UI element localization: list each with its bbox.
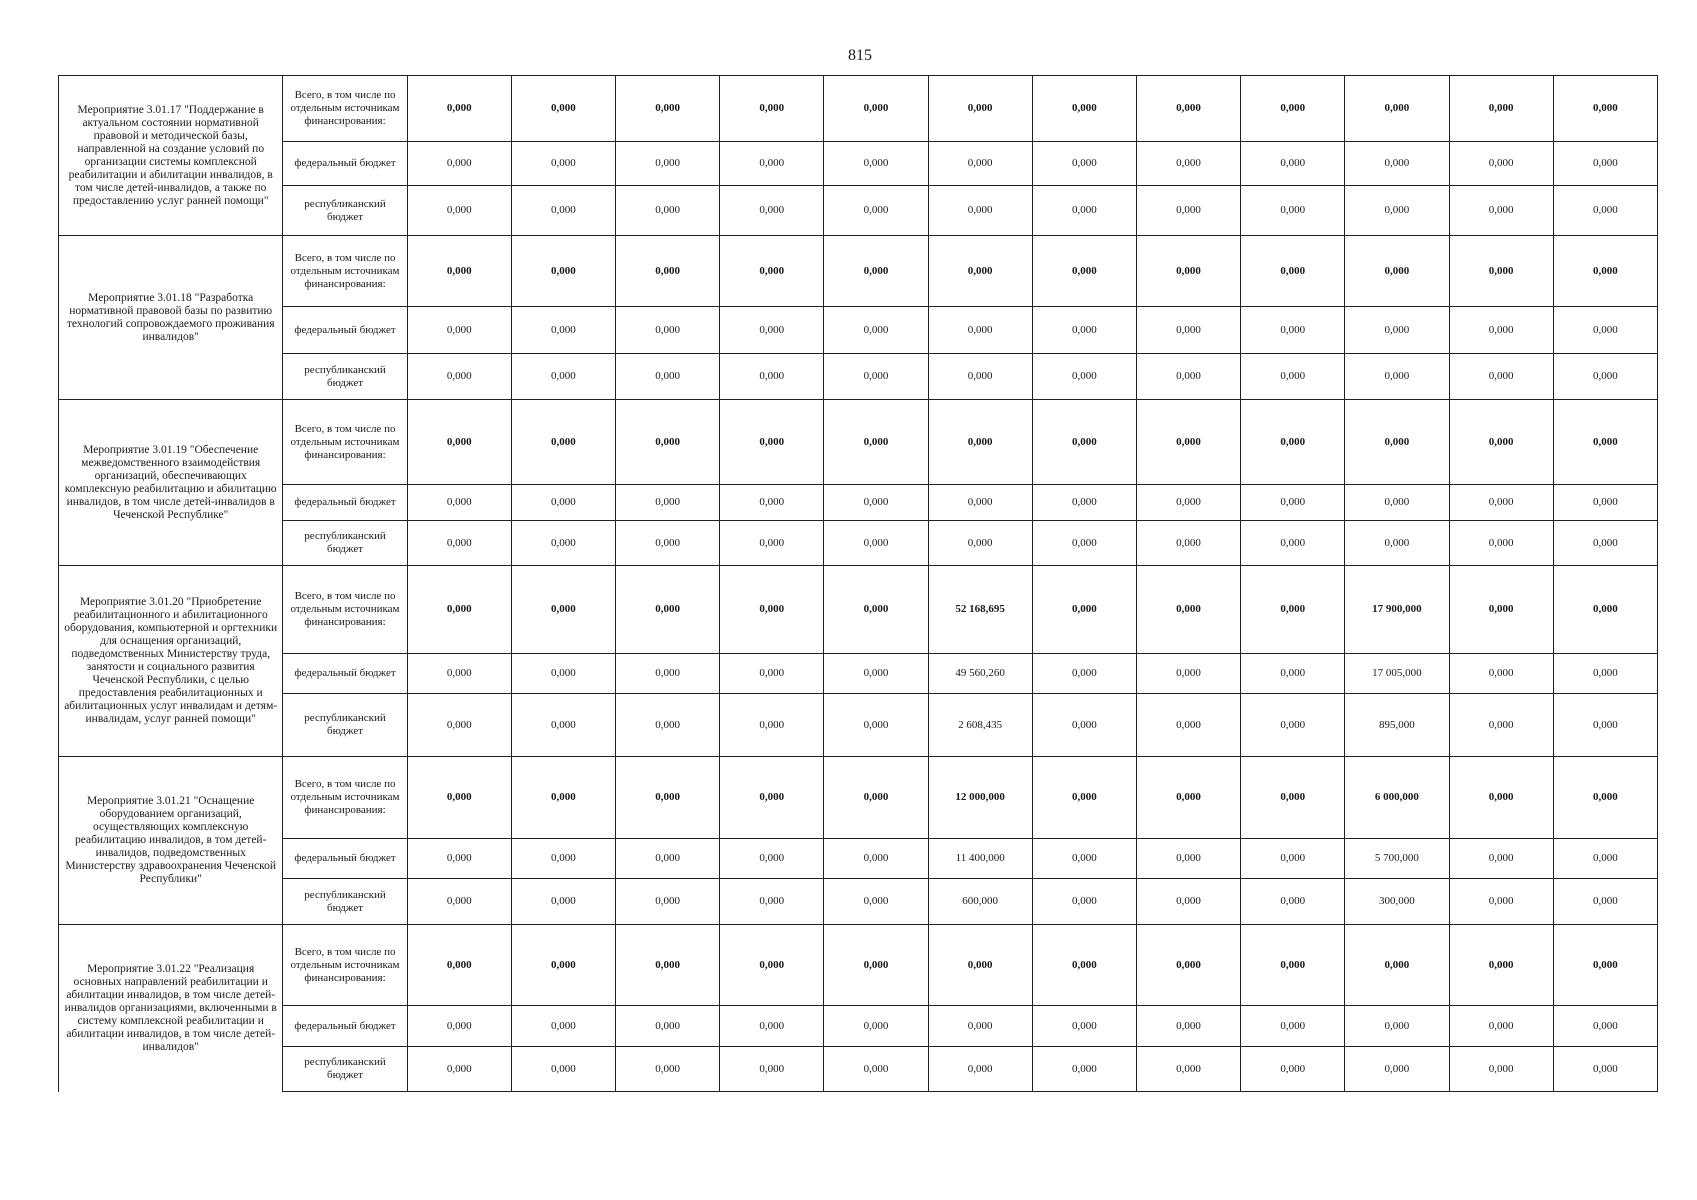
amount-cell: 12 000,000 [928, 757, 1032, 839]
amount-cell: 0,000 [1449, 694, 1553, 757]
amount-cell: 0,000 [720, 757, 824, 839]
table-row [59, 654, 1658, 694]
amount-cell: 0,000 [511, 307, 615, 354]
amount-cell: 0,000 [1032, 307, 1136, 354]
amount-cell: 6 000,000 [1345, 757, 1449, 839]
amount-cell: 0,000 [1449, 654, 1553, 694]
amount-cell: 0,000 [1449, 142, 1553, 186]
amount-cell: 0,000 [1136, 521, 1240, 566]
amount-cell: 0,000 [1553, 76, 1657, 142]
amount-cell: 0,000 [1241, 925, 1345, 1006]
amount-cell: 0,000 [1345, 521, 1449, 566]
amount-cell: 0,000 [824, 400, 928, 485]
amount-cell: 0,000 [616, 521, 720, 566]
measure-title: Мероприятие 3.01.17 "Поддержание в актуальном состоянии нормативной правовой и методической базы, направленной на создание условий по организации системы комплексной реабилитации и абилитации инвалидов, в том числе детей-инвалидов, а также по предоставлению услуг ранней помощи" [59, 76, 283, 236]
amount-cell: 0,000 [1345, 76, 1449, 142]
amount-cell: 0,000 [928, 236, 1032, 307]
table-row [59, 757, 1658, 839]
amount-cell: 0,000 [928, 1047, 1032, 1092]
amount-cell: 0,000 [1032, 485, 1136, 521]
amount-cell: 0,000 [1136, 925, 1240, 1006]
amount-cell: 0,000 [824, 186, 928, 236]
amount-cell: 0,000 [1241, 400, 1345, 485]
amount-cell: 0,000 [407, 1047, 511, 1092]
amount-cell: 0,000 [1553, 400, 1657, 485]
amount-cell: 0,000 [616, 694, 720, 757]
amount-cell: 0,000 [1553, 485, 1657, 521]
amount-cell: 0,000 [1136, 354, 1240, 400]
amount-cell: 0,000 [1136, 186, 1240, 236]
amount-cell: 0,000 [1553, 186, 1657, 236]
amount-cell: 0,000 [1449, 76, 1553, 142]
funding-source-label: республиканский бюджет [283, 879, 407, 925]
amount-cell: 0,000 [511, 521, 615, 566]
amount-cell: 0,000 [616, 307, 720, 354]
measure-title: Мероприятие 3.01.19 "Обеспечение межведомственного взаимодействия организаций, обеспечивающих комплексную реабилитацию и абилитацию инвалидов, в том числе детей-инвалидов в Чеченской Республике" [59, 400, 283, 566]
amount-cell: 0,000 [1449, 307, 1553, 354]
amount-cell: 0,000 [1553, 566, 1657, 654]
amount-cell: 0,000 [1241, 757, 1345, 839]
amount-cell: 0,000 [1136, 757, 1240, 839]
amount-cell: 0,000 [1241, 654, 1345, 694]
table-row [59, 925, 1658, 1006]
amount-cell: 0,000 [928, 925, 1032, 1006]
amount-cell: 0,000 [824, 485, 928, 521]
amount-cell: 0,000 [928, 485, 1032, 521]
amount-cell: 0,000 [511, 354, 615, 400]
amount-cell: 0,000 [511, 400, 615, 485]
amount-cell: 0,000 [1032, 521, 1136, 566]
amount-cell: 0,000 [1136, 1047, 1240, 1092]
amount-cell: 0,000 [511, 485, 615, 521]
amount-cell: 0,000 [511, 694, 615, 757]
amount-cell: 0,000 [1345, 485, 1449, 521]
amount-cell: 0,000 [407, 485, 511, 521]
page-number: 815 [848, 47, 872, 64]
amount-cell: 0,000 [616, 566, 720, 654]
amount-cell: 0,000 [1345, 1006, 1449, 1047]
amount-cell: 0,000 [616, 186, 720, 236]
amount-cell: 0,000 [1032, 186, 1136, 236]
funding-source-label: республиканский бюджет [283, 521, 407, 566]
amount-cell: 0,000 [407, 236, 511, 307]
amount-cell: 0,000 [1241, 1006, 1345, 1047]
funding-source-label: Всего, в том числе по отдельным источникам финансирования: [283, 236, 407, 307]
amount-cell: 0,000 [511, 76, 615, 142]
amount-cell: 0,000 [1032, 354, 1136, 400]
amount-cell: 0,000 [616, 354, 720, 400]
amount-cell: 0,000 [1032, 142, 1136, 186]
funding-source-label: Всего, в том числе по отдельным источникам финансирования: [283, 76, 407, 142]
measure-title: Мероприятие 3.01.22 "Реализация основных направлений реабилитации и абилитации инвалидов, в том числе детей-инвалидов организациями, включенными в систему комплексной реабилитации и абилитации инвалидов, в том числе детей-инвалидов" [59, 925, 283, 1092]
amount-cell: 0,000 [407, 879, 511, 925]
amount-cell: 0,000 [511, 236, 615, 307]
funding-source-label: республиканский бюджет [283, 1047, 407, 1092]
amount-cell: 0,000 [1032, 757, 1136, 839]
amount-cell: 0,000 [1449, 236, 1553, 307]
amount-cell: 0,000 [1241, 307, 1345, 354]
amount-cell: 0,000 [928, 76, 1032, 142]
amount-cell: 0,000 [1136, 566, 1240, 654]
amount-cell: 0,000 [720, 566, 824, 654]
amount-cell: 0,000 [616, 1006, 720, 1047]
amount-cell: 0,000 [1345, 1047, 1449, 1092]
amount-cell: 0,000 [616, 839, 720, 879]
amount-cell: 0,000 [824, 839, 928, 879]
amount-cell: 0,000 [928, 142, 1032, 186]
amount-cell: 0,000 [616, 879, 720, 925]
amount-cell: 895,000 [1345, 694, 1449, 757]
amount-cell: 0,000 [1241, 186, 1345, 236]
amount-cell: 0,000 [1032, 879, 1136, 925]
amount-cell: 600,000 [928, 879, 1032, 925]
amount-cell: 0,000 [407, 925, 511, 1006]
amount-cell: 0,000 [824, 354, 928, 400]
amount-cell: 0,000 [1136, 307, 1240, 354]
amount-cell: 0,000 [720, 400, 824, 485]
amount-cell: 0,000 [928, 1006, 1032, 1047]
amount-cell: 0,000 [616, 925, 720, 1006]
amount-cell: 0,000 [720, 142, 824, 186]
amount-cell: 0,000 [1553, 879, 1657, 925]
amount-cell: 0,000 [824, 1006, 928, 1047]
amount-cell: 0,000 [928, 307, 1032, 354]
amount-cell: 0,000 [1032, 1006, 1136, 1047]
amount-cell: 0,000 [1032, 694, 1136, 757]
amount-cell: 0,000 [1241, 236, 1345, 307]
amount-cell: 0,000 [720, 236, 824, 307]
funding-source-label: федеральный бюджет [283, 142, 407, 186]
amount-cell: 0,000 [511, 879, 615, 925]
amount-cell: 0,000 [1032, 925, 1136, 1006]
amount-cell: 0,000 [1553, 142, 1657, 186]
amount-cell: 0,000 [824, 307, 928, 354]
amount-cell: 0,000 [720, 925, 824, 1006]
amount-cell: 0,000 [824, 925, 928, 1006]
amount-cell: 0,000 [720, 1047, 824, 1092]
funding-source-label: федеральный бюджет [283, 1006, 407, 1047]
table-row [59, 521, 1658, 566]
budget-table [58, 75, 1658, 1092]
amount-cell: 0,000 [1136, 485, 1240, 521]
amount-cell: 0,000 [1449, 879, 1553, 925]
funding-source-label: Всего, в том числе по отдельным источникам финансирования: [283, 400, 407, 485]
amount-cell: 0,000 [616, 400, 720, 485]
amount-cell: 0,000 [1449, 354, 1553, 400]
amount-cell: 0,000 [1345, 186, 1449, 236]
amount-cell: 0,000 [1345, 307, 1449, 354]
table-row [59, 694, 1658, 757]
amount-cell: 0,000 [407, 566, 511, 654]
amount-cell: 0,000 [1241, 1047, 1345, 1092]
amount-cell: 0,000 [616, 757, 720, 839]
amount-cell: 0,000 [1449, 485, 1553, 521]
table-row [59, 485, 1658, 521]
amount-cell: 0,000 [511, 839, 615, 879]
amount-cell: 0,000 [720, 485, 824, 521]
table-row [59, 76, 1658, 142]
amount-cell: 0,000 [1449, 521, 1553, 566]
amount-cell: 0,000 [1241, 839, 1345, 879]
amount-cell: 2 608,435 [928, 694, 1032, 757]
amount-cell: 0,000 [616, 485, 720, 521]
amount-cell: 0,000 [720, 1006, 824, 1047]
amount-cell: 0,000 [511, 186, 615, 236]
amount-cell: 0,000 [1241, 485, 1345, 521]
amount-cell: 0,000 [824, 521, 928, 566]
amount-cell: 0,000 [1345, 925, 1449, 1006]
amount-cell: 0,000 [1553, 757, 1657, 839]
amount-cell: 0,000 [616, 142, 720, 186]
table-row [59, 566, 1658, 654]
amount-cell: 0,000 [1553, 925, 1657, 1006]
amount-cell: 0,000 [1032, 76, 1136, 142]
amount-cell: 0,000 [928, 400, 1032, 485]
amount-cell: 0,000 [824, 654, 928, 694]
funding-source-label: республиканский бюджет [283, 186, 407, 236]
amount-cell: 0,000 [1241, 76, 1345, 142]
amount-cell: 0,000 [824, 142, 928, 186]
amount-cell: 0,000 [1449, 925, 1553, 1006]
amount-cell: 0,000 [824, 76, 928, 142]
table-row [59, 1047, 1658, 1092]
amount-cell: 0,000 [407, 654, 511, 694]
amount-cell: 0,000 [1136, 879, 1240, 925]
amount-cell: 0,000 [511, 1047, 615, 1092]
amount-cell: 0,000 [511, 566, 615, 654]
amount-cell: 0,000 [1449, 400, 1553, 485]
amount-cell: 0,000 [720, 694, 824, 757]
amount-cell: 0,000 [1241, 879, 1345, 925]
amount-cell: 11 400,000 [928, 839, 1032, 879]
amount-cell: 0,000 [720, 76, 824, 142]
amount-cell: 0,000 [1553, 521, 1657, 566]
amount-cell: 0,000 [824, 757, 928, 839]
amount-cell: 0,000 [511, 757, 615, 839]
amount-cell: 0,000 [1136, 1006, 1240, 1047]
amount-cell: 0,000 [1345, 236, 1449, 307]
table-row [59, 400, 1658, 485]
funding-source-label: федеральный бюджет [283, 485, 407, 521]
amount-cell: 0,000 [1449, 186, 1553, 236]
amount-cell: 300,000 [1345, 879, 1449, 925]
amount-cell: 0,000 [1136, 76, 1240, 142]
amount-cell: 0,000 [1553, 1006, 1657, 1047]
amount-cell: 0,000 [407, 354, 511, 400]
amount-cell: 0,000 [1136, 654, 1240, 694]
amount-cell: 0,000 [1553, 236, 1657, 307]
amount-cell: 0,000 [1553, 654, 1657, 694]
amount-cell: 0,000 [928, 354, 1032, 400]
funding-source-label: Всего, в том числе по отдельным источникам финансирования: [283, 566, 407, 654]
measure-title: Мероприятие 3.01.18 "Разработка нормативной правовой базы по развитию технологий сопровождаемого проживания инвалидов" [59, 236, 283, 400]
amount-cell: 0,000 [720, 654, 824, 694]
amount-cell: 0,000 [928, 521, 1032, 566]
amount-cell: 0,000 [1136, 142, 1240, 186]
amount-cell: 0,000 [407, 757, 511, 839]
amount-cell: 0,000 [1553, 839, 1657, 879]
amount-cell: 0,000 [1345, 354, 1449, 400]
amount-cell: 0,000 [407, 839, 511, 879]
funding-source-label: федеральный бюджет [283, 307, 407, 354]
amount-cell: 0,000 [1449, 566, 1553, 654]
amount-cell: 0,000 [824, 236, 928, 307]
amount-cell: 0,000 [511, 654, 615, 694]
table-row [59, 839, 1658, 879]
table-row [59, 186, 1658, 236]
amount-cell: 17 005,000 [1345, 654, 1449, 694]
amount-cell: 0,000 [928, 186, 1032, 236]
amount-cell: 0,000 [1032, 400, 1136, 485]
amount-cell: 0,000 [720, 839, 824, 879]
amount-cell: 0,000 [720, 521, 824, 566]
measure-title: Мероприятие 3.01.20 "Приобретение реабилитационного и абилитационного оборудования, компьютерной и оргтехники для оснащения организаций, подведомственных Министерству труда, занятости и социального развития Чеченской Республики, с целью предоставления реабилитационных и абилитационных услуг инвалидам и детям-инвалидам, услуг ранней помощи" [59, 566, 283, 757]
amount-cell: 0,000 [616, 654, 720, 694]
amount-cell: 0,000 [1553, 1047, 1657, 1092]
amount-cell: 0,000 [824, 694, 928, 757]
amount-cell: 0,000 [407, 400, 511, 485]
amount-cell: 0,000 [1449, 1047, 1553, 1092]
table-row [59, 236, 1658, 307]
amount-cell: 0,000 [720, 307, 824, 354]
amount-cell: 0,000 [1241, 521, 1345, 566]
funding-source-label: республиканский бюджет [283, 354, 407, 400]
amount-cell: 0,000 [407, 186, 511, 236]
amount-cell: 0,000 [1553, 694, 1657, 757]
amount-cell: 0,000 [511, 142, 615, 186]
amount-cell: 0,000 [1553, 354, 1657, 400]
amount-cell: 0,000 [720, 186, 824, 236]
amount-cell: 0,000 [1241, 354, 1345, 400]
amount-cell: 0,000 [1136, 236, 1240, 307]
amount-cell: 0,000 [1553, 307, 1657, 354]
amount-cell: 0,000 [407, 1006, 511, 1047]
amount-cell: 0,000 [407, 521, 511, 566]
amount-cell: 0,000 [720, 879, 824, 925]
funding-source-label: республиканский бюджет [283, 694, 407, 757]
funding-source-label: Всего, в том числе по отдельным источникам финансирования: [283, 925, 407, 1006]
amount-cell: 5 700,000 [1345, 839, 1449, 879]
table-body [59, 76, 1658, 1092]
amount-cell: 0,000 [1032, 566, 1136, 654]
amount-cell: 0,000 [1032, 236, 1136, 307]
measure-title: Мероприятие 3.01.21 "Оснащение оборудованием организаций, осуществляющих комплексную реабилитацию инвалидов, в том детей-инвалидов, подведомственных Министерству здравоохранения Чеченской Республики" [59, 757, 283, 925]
funding-source-label: федеральный бюджет [283, 839, 407, 879]
table-row [59, 142, 1658, 186]
table-row [59, 1006, 1658, 1047]
amount-cell: 52 168,695 [928, 566, 1032, 654]
amount-cell: 49 560,260 [928, 654, 1032, 694]
amount-cell: 0,000 [407, 76, 511, 142]
funding-source-label: Всего, в том числе по отдельным источникам финансирования: [283, 757, 407, 839]
amount-cell: 0,000 [1032, 654, 1136, 694]
amount-cell: 0,000 [1032, 1047, 1136, 1092]
amount-cell: 0,000 [1241, 566, 1345, 654]
amount-cell: 0,000 [1136, 694, 1240, 757]
amount-cell: 0,000 [824, 879, 928, 925]
amount-cell: 0,000 [616, 1047, 720, 1092]
table-row [59, 879, 1658, 925]
amount-cell: 0,000 [1136, 400, 1240, 485]
amount-cell: 0,000 [407, 142, 511, 186]
amount-cell: 0,000 [616, 236, 720, 307]
amount-cell: 17 900,000 [1345, 566, 1449, 654]
amount-cell: 0,000 [511, 1006, 615, 1047]
amount-cell: 0,000 [1136, 839, 1240, 879]
amount-cell: 0,000 [824, 1047, 928, 1092]
amount-cell: 0,000 [407, 694, 511, 757]
amount-cell: 0,000 [1241, 142, 1345, 186]
amount-cell: 0,000 [616, 76, 720, 142]
amount-cell: 0,000 [1449, 757, 1553, 839]
amount-cell: 0,000 [824, 566, 928, 654]
amount-cell: 0,000 [407, 307, 511, 354]
amount-cell: 0,000 [1449, 1006, 1553, 1047]
amount-cell: 0,000 [1032, 839, 1136, 879]
amount-cell: 0,000 [511, 925, 615, 1006]
amount-cell: 0,000 [1345, 400, 1449, 485]
funding-source-label: федеральный бюджет [283, 654, 407, 694]
amount-cell: 0,000 [1241, 694, 1345, 757]
amount-cell: 0,000 [1449, 839, 1553, 879]
table-row [59, 354, 1658, 400]
table-row [59, 307, 1658, 354]
amount-cell: 0,000 [1345, 142, 1449, 186]
amount-cell: 0,000 [720, 354, 824, 400]
